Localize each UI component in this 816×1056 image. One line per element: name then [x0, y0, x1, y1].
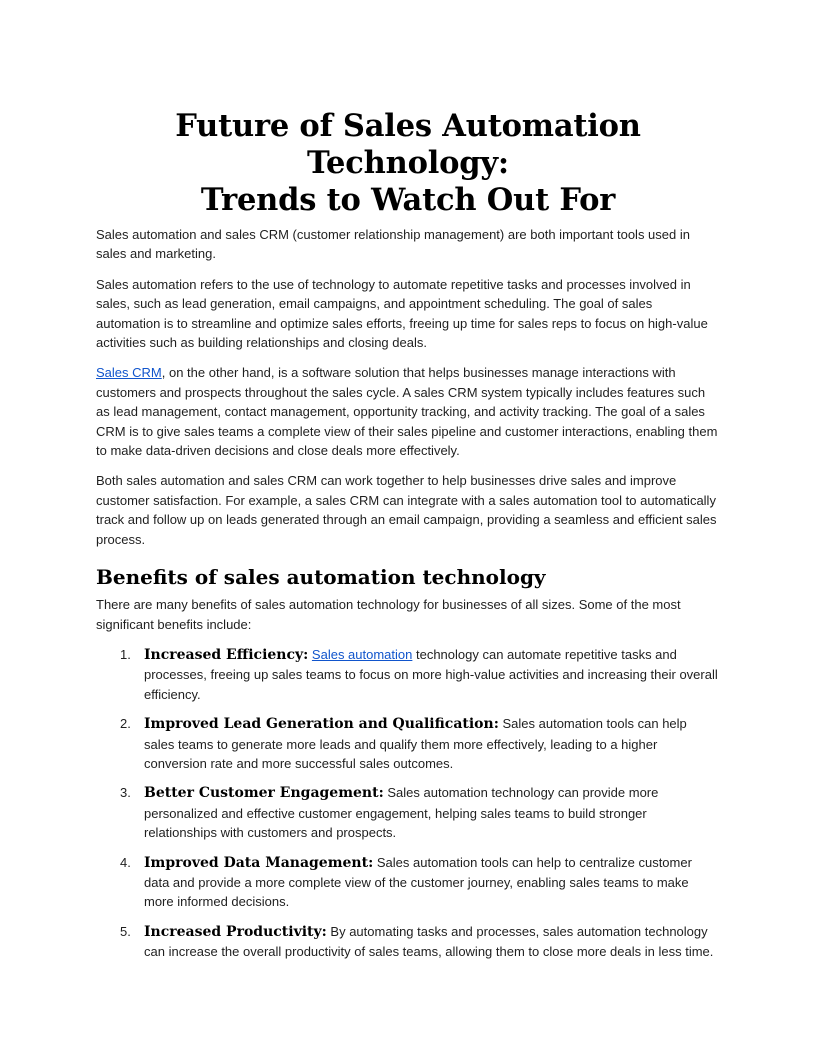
- list-item: [96, 783, 720, 842]
- list-item-term: Better Customer Engagement:: [144, 785, 384, 802]
- list-item-number: 5.: [120, 923, 131, 939]
- list-item: [96, 714, 720, 773]
- list-item-term: Improved Data Management:: [144, 854, 374, 871]
- list-item-text: technology can automate repetitive tasks and processes, freeing up sales teams to focus on more high-value activities and increasing their overall efficiency.: [144, 646, 718, 702]
- list-item-number: 1.: [120, 646, 131, 662]
- page-title: [96, 108, 720, 219]
- list-item-number: 3.: [120, 785, 131, 801]
- list-item-term: Improved Lead Generation and Qualification:: [144, 716, 499, 733]
- sales-automation-link[interactable]: Sales automation: [311, 646, 413, 662]
- list-item-term: Increased Productivity:: [144, 923, 327, 940]
- list-item-text: Sales automation technology can provide more personalized and effective customer engagement, helping sales teams to build stronger relationships with customers and prospects.: [144, 785, 659, 841]
- benefits-intro: There are many benefits of sales automation technology for businesses of all sizes. Some of the most significant benefits include:: [96, 597, 681, 632]
- document-page: [96, 108, 720, 972]
- sales-automation-paragraph: Sales automation refers to the use of technology to automate repetitive tasks and processes involved in sales, such as lead generation, email campaigns, and appointment scheduling. The goal of sales automation is to streamline and optimize sales efforts, freeing up time for sales reps to focus on high-value activities such as building relationships and closing deals.: [96, 276, 708, 351]
- list-item: [96, 645, 720, 704]
- list-item-text: Sales automation tools can help sales teams to generate more leads and qualify them more effectively, leading to a higher conversion rate and more successful sales outcomes.: [144, 716, 687, 771]
- page-title-line-2: Trends to Watch Out For: [200, 182, 616, 218]
- page-title-line-1: Future of Sales Automation Technology:: [175, 108, 641, 181]
- combined-paragraph: Both sales automation and sales CRM can work together to help businesses drive sales and improve customer satisfaction. For example, a sales CRM can integrate with a sales automation tool to automatically track and follow up on leads generated through an email campaign, providing a seamless and efficient sales process.: [96, 473, 717, 547]
- list-item-number: 4.: [120, 854, 131, 870]
- list-item-term: Increased Efficiency:: [144, 646, 309, 663]
- list-item: [96, 853, 720, 912]
- sales-crm-paragraph-text: , on the other hand, is a software solution that helps businesses manage interactions with customers and prospects throughout the sales cycle. A sales CRM system typically includes features such as lead management, contact management, opportunity tracking, and activity tracking. The goal of a sales CRM is to give sales teams a complete view of their sales pipeline and customer interactions, enabling them to make data-driven decisions and close deals more effectively.: [96, 365, 718, 459]
- sales-crm-paragraph: [96, 363, 720, 460]
- sales-crm-link[interactable]: Sales CRM: [96, 365, 162, 381]
- benefits-list: [96, 645, 720, 962]
- benefits-heading: Benefits of sales automation technology: [96, 565, 546, 590]
- list-item: [96, 922, 720, 962]
- list-item-text: By automating tasks and processes, sales automation technology can increase the overall productivity of sales teams, allowing them to close more deals in less time.: [144, 923, 714, 960]
- intro-paragraph: Sales automation and sales CRM (customer relationship management) are both important tools used in sales and marketing.: [96, 227, 690, 262]
- list-item-number: 2.: [120, 716, 131, 732]
- list-item-text: Sales automation tools can help to centralize customer data and provide a more complete view of the customer journey, enabling sales teams to make more informed decisions.: [144, 854, 692, 910]
